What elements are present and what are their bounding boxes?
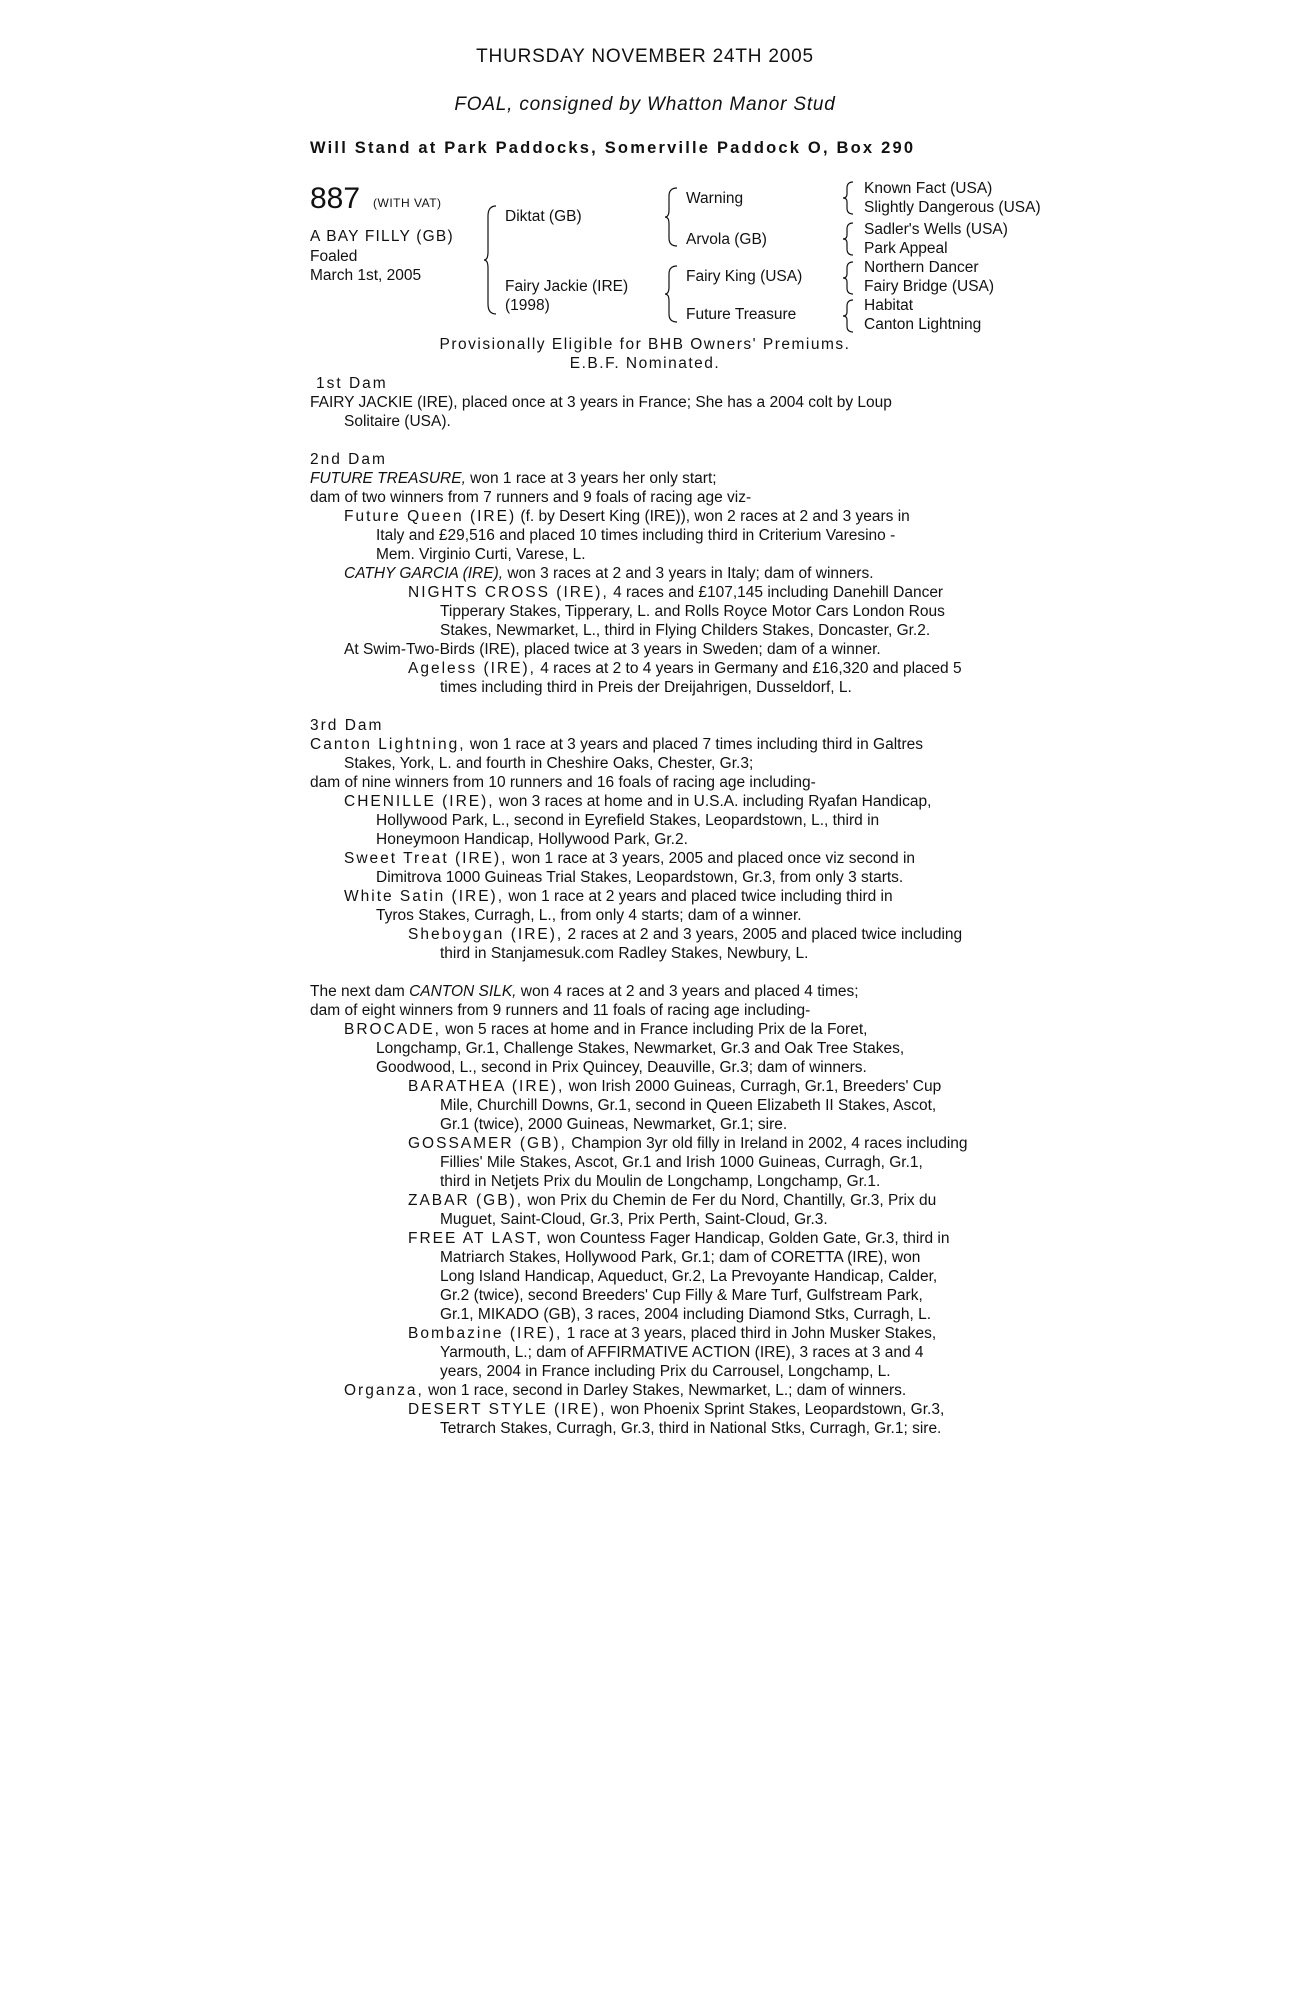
pedigree-brace-dam (665, 264, 679, 324)
pedigree-brace-g78 (843, 298, 855, 334)
consignor-line: FOAL, consigned by Whatton Manor Stud (454, 94, 836, 115)
entry-text: won 1 race at 3 years, 2005 and placed once viz second in (507, 850, 916, 867)
entry-text: Hollywood Park, L., second in Eyrefield Stakes, Leopardstown, L., third in (376, 812, 880, 829)
pedigree-entry (310, 792, 1010, 811)
entry-text: Muguet, Saint-Cloud, Gr.3, Prix Perth, Saint-Cloud, Gr.3. (440, 1211, 828, 1228)
entry-text: 2 races at 2 and 3 years, 2005 and placed twice including (563, 926, 963, 943)
entry-text: 4 races and £107,145 including Danehill Dancer (608, 584, 944, 601)
pedigree-entry (310, 583, 1010, 602)
entry-text: (f. by Desert King (IRE)), won 2 races at 2 and 3 years in (516, 508, 910, 525)
entry-text: 1 race at 3 years, placed third in John Musker Stakes, (562, 1325, 937, 1342)
next-dam-section (310, 982, 1010, 1438)
lot-number: 887 (310, 182, 361, 215)
horse-name: Sweet Treat (IRE), (344, 850, 508, 867)
entry-text: Italy and £29,516 and placed 10 times including third in Criterium Varesino - (376, 527, 896, 544)
pedigree-entry (310, 507, 1010, 526)
pedigree-g2: Slightly Dangerous (USA) (864, 199, 1041, 216)
pedigree-entry (310, 564, 1010, 583)
second-dam-heading: 2nd Dam (310, 451, 387, 468)
first-dam-heading: 1st Dam (316, 375, 388, 392)
horse-name: CANTON SILK, (409, 983, 517, 1000)
pedigree-g3: Sadler's Wells (USA) (864, 221, 1008, 238)
horse-name: FUTURE TREASURE, (310, 470, 466, 487)
pedigree-brace-g56 (843, 260, 855, 296)
entry-text: third in Netjets Prix du Moulin de Longchamp, Longchamp, Gr.1. (440, 1173, 881, 1190)
pedigree-dam-dam: Future Treasure (686, 306, 797, 323)
pedigree-dam: Fairy Jackie (IRE) (505, 278, 629, 295)
pedigree-brace-sire (665, 186, 679, 248)
first-dam-section (310, 374, 1010, 431)
horse-name: Organza, (344, 1382, 424, 1399)
pedigree-brace-g34 (843, 221, 855, 257)
entry-text: 4 races at 2 to 4 years in Germany and £16,320 and placed 5 (535, 660, 962, 677)
entry-text: won 4 races at 2 and 3 years and placed 4 times; (516, 983, 859, 1000)
entry-text: Gr.1, MIKADO (GB), 3 races, 2004 including Diamond Stks, Curragh, L. (440, 1306, 932, 1323)
ebf-line: E.B.F. Nominated. (569, 355, 721, 372)
entry-text: Longchamp, Gr.1, Challenge Stakes, Newmarket, Gr.3 and Oak Tree Stakes, (376, 1040, 905, 1057)
entry-text: won Phoenix Sprint Stakes, Leopardstown, Gr.3, (606, 1401, 945, 1418)
entry-text: years, 2004 in France including Prix du Carrousel, Longchamp, L. (440, 1363, 891, 1380)
pedigree-dam-year: (1998) (505, 297, 550, 314)
entry-text: At Swim-Two-Birds (IRE), placed twice at 3 years in Sweden; dam of a winner. (344, 641, 881, 658)
pedigree-entry (310, 1077, 1010, 1096)
pedigree-entry (310, 1229, 1010, 1248)
horse-name: Canton Lightning, (310, 736, 466, 753)
entry-text: Yarmouth, L.; dam of AFFIRMATIVE ACTION (IRE), 3 races at 3 and 4 (440, 1344, 924, 1361)
pedigree-entry (310, 887, 1010, 906)
entry-text: won 1 race at 3 years her only start; (465, 470, 717, 487)
entry-text: won 5 races at home and in France including Prix de la Foret, (440, 1021, 868, 1038)
entry-text: dam of eight winners from 9 runners and 11 foals of racing age including- (310, 1002, 811, 1019)
pedigree-sire-sire: Warning (686, 190, 744, 207)
pedigree-dam-sire: Fairy King (USA) (686, 268, 803, 285)
entry-text: won 3 races at 2 and 3 years in Italy; dam of winners. (503, 565, 874, 582)
horse-name: BROCADE, (344, 1021, 441, 1038)
horse-name: CATHY GARCIA (IRE), (344, 565, 504, 582)
pedigree-entry (310, 1020, 1010, 1039)
foaled-label: Foaled (310, 248, 358, 265)
pedigree-g7: Habitat (864, 297, 914, 314)
entry-text: The next dam (310, 983, 410, 1000)
entry-text: Stakes, York, L. and fourth in Cheshire Oaks, Chester, Gr.3; (344, 755, 754, 772)
entry-text: won Countess Fager Handicap, Golden Gate, Gr.3, third in (542, 1230, 950, 1247)
pedigree-entry (310, 469, 1010, 488)
entry-text: Gr.1 (twice), 2000 Guineas, Newmarket, Gr.1; sire. (440, 1116, 788, 1133)
pedigree-brace-main (484, 204, 498, 316)
entry-text: won Irish 2000 Guineas, Curragh, Gr.1, Breeders' Cup (564, 1078, 942, 1095)
horse-name: GOSSAMER (GB), (408, 1135, 567, 1152)
pedigree-entry (310, 659, 1010, 678)
eligibility-line: Provisionally Eligible for BHB Owners' Premiums. (439, 336, 851, 353)
entry-text: times including third in Preis der Dreijahrigen, Dusseldorf, L. (440, 679, 852, 696)
entry-text: Fillies' Mile Stakes, Ascot, Gr.1 and Irish 1000 Guineas, Curragh, Gr.1, (440, 1154, 923, 1171)
horse-name: NIGHTS CROSS (IRE), (408, 584, 609, 601)
pedigree-g1: Known Fact (USA) (864, 180, 993, 197)
horse-name: ZABAR (GB), (408, 1192, 524, 1209)
entry-text: Goodwood, L., second in Prix Quincey, Deauville, Gr.3; dam of winners. (376, 1059, 867, 1076)
stand-location: Will Stand at Park Paddocks, Somerville Paddock O, Box 290 (310, 139, 916, 157)
foaled-date: March 1st, 2005 (310, 267, 422, 284)
horse-name: CHENILLE (IRE), (344, 793, 495, 810)
entry-text: won 1 race at 2 years and placed twice including third in (504, 888, 893, 905)
first-dam-line: FAIRY JACKIE (IRE), placed once at 3 years in France; She has a 2004 colt by Loup (310, 394, 892, 411)
pedigree-entry (310, 735, 1010, 754)
entry-text: won 1 race, second in Darley Stakes, Newmarket, L.; dam of winners. (423, 1382, 907, 1399)
second-dam-section (310, 450, 1010, 697)
first-dam-line: Solitaire (USA). (344, 413, 451, 430)
sale-date: THURSDAY NOVEMBER 24TH 2005 (476, 46, 814, 67)
third-dam-section (310, 716, 1010, 963)
third-dam-heading: 3rd Dam (310, 717, 384, 734)
entry-text: Tetrarch Stakes, Curragh, Gr.3, third in National Stks, Curragh, Gr.1; sire. (440, 1420, 942, 1437)
entry-text: won Prix du Chemin de Fer du Nord, Chantilly, Gr.3, Prix du (523, 1192, 937, 1209)
pedigree-g5: Northern Dancer (864, 259, 979, 276)
entry-text: Champion 3yr old filly in Ireland in 2002, 4 races including (566, 1135, 968, 1152)
entry-text: Honeymoon Handicap, Hollywood Park, Gr.2. (376, 831, 688, 848)
horse-name: Bombazine (IRE), (408, 1325, 563, 1342)
entry-text: Long Island Handicap, Aqueduct, Gr.2, La Prevoyante Handicap, Calder, (440, 1268, 938, 1285)
pedigree-entry (310, 849, 1010, 868)
horse-name: Sheboygan (IRE), (408, 926, 564, 943)
pedigree-g4: Park Appeal (864, 240, 948, 257)
entry-text: Mem. Virginio Curti, Varese, L. (376, 546, 586, 563)
entry-text: Stakes, Newmarket, L., third in Flying Childers Stakes, Doncaster, Gr.2. (440, 622, 931, 639)
lot-description: A BAY FILLY (GB) (310, 228, 454, 245)
pedigree-entry (310, 1381, 1010, 1400)
entry-text: dam of nine winners from 10 runners and 16 foals of racing age including- (310, 774, 816, 791)
pedigree-g8: Canton Lightning (864, 316, 982, 333)
pedigree-sire-dam: Arvola (GB) (686, 231, 767, 248)
pedigree-sire: Diktat (GB) (505, 208, 582, 225)
entry-text: Matriarch Stakes, Hollywood Park, Gr.1; dam of CORETTA (IRE), won (440, 1249, 921, 1266)
horse-name: White Satin (IRE), (344, 888, 505, 905)
pedigree-brace-g12 (843, 180, 855, 216)
entry-text: Tipperary Stakes, Tipperary, L. and Rolls Royce Motor Cars London Rous (440, 603, 945, 620)
horse-name: Ageless (IRE), (408, 660, 536, 677)
entry-text: Dimitrova 1000 Guineas Trial Stakes, Leopardstown, Gr.3, from only 3 starts. (376, 869, 904, 886)
entry-text: won 1 race at 3 years and placed 7 times including third in Galtres (465, 736, 924, 753)
pedigree-entry (310, 982, 1010, 1001)
entry-text: won 3 races at home and in U.S.A. including Ryafan Handicap, (494, 793, 932, 810)
entry-text: Gr.2 (twice), second Breeders' Cup Filly & Mare Turf, Gulfstream Park, (440, 1287, 923, 1304)
pedigree-entry (310, 925, 1010, 944)
horse-name: BARATHEA (IRE), (408, 1078, 565, 1095)
entry-text: dam of two winners from 7 runners and 9 foals of racing age viz- (310, 489, 752, 506)
vat-note: (WITH VAT) (373, 196, 442, 210)
horse-name: DESERT STYLE (IRE), (408, 1401, 607, 1418)
horse-name: Future Queen (IRE) (344, 508, 517, 525)
entry-text: Tyros Stakes, Curragh, L., from only 4 starts; dam of a winner. (376, 907, 802, 924)
pedigree-entry (310, 1400, 1010, 1419)
pedigree-entry (310, 1134, 1010, 1153)
pedigree-entry (310, 1191, 1010, 1210)
entry-text: Mile, Churchill Downs, Gr.1, second in Queen Elizabeth II Stakes, Ascot, (440, 1097, 937, 1114)
horse-name: FREE AT LAST, (408, 1230, 543, 1247)
pedigree-g6: Fairy Bridge (USA) (864, 278, 995, 295)
pedigree-entry (310, 1324, 1010, 1343)
entry-text: third in Stanjamesuk.com Radley Stakes, Newbury, L. (440, 945, 809, 962)
